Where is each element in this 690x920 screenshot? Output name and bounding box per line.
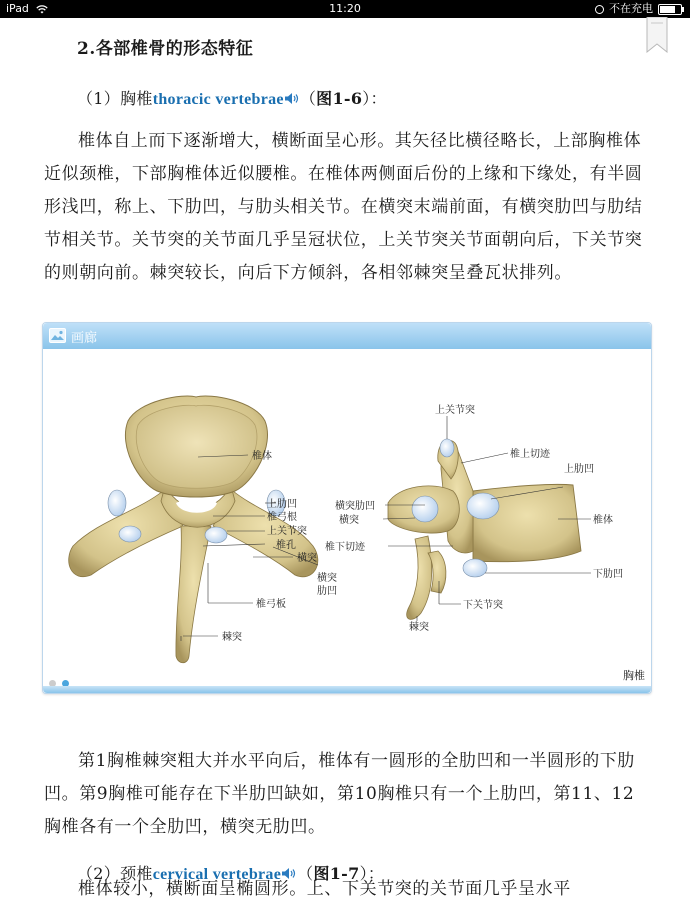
label-superior-costal-facet-lateral: 上肋凹 xyxy=(564,464,594,475)
rotation-lock-icon xyxy=(595,5,604,14)
gallery-title: 画廊 xyxy=(71,331,98,346)
label-inferior-costal-facet: 下肋凹 xyxy=(593,569,623,580)
label-transverse-process-lateral: 横突 xyxy=(339,515,359,526)
label-vertebral-body: 椎体 xyxy=(252,451,272,462)
label-transverse-costal-facet-1: 横突 xyxy=(317,573,337,584)
label-superior-costal-facet: 上肋凹 xyxy=(267,499,297,510)
label-superior-articular-process-lateral: 上关节突 xyxy=(435,405,475,416)
label-superior-articular-process: 上关节突 xyxy=(267,526,307,537)
subsection-heading-thoracic xyxy=(77,86,387,109)
paragraph-thoracic-description xyxy=(44,125,650,290)
gallery-caption: 胸椎 xyxy=(623,669,645,682)
label-transverse-costal-facet-2: 肋凹 xyxy=(317,586,337,597)
label-lamina: 椎弓板 xyxy=(256,599,286,610)
charging-status: 不在充电 xyxy=(609,2,653,15)
label-transverse-costal-facet-lateral: 横突肋凹 xyxy=(335,501,375,512)
label-vertebral-foramen: 椎孔 xyxy=(276,540,296,551)
status-bar xyxy=(0,0,690,18)
label-inferior-vertebral-notch: 椎下切迹 xyxy=(325,542,365,553)
gallery-footer xyxy=(43,686,651,693)
battery-icon xyxy=(658,4,682,15)
ref-open: （ xyxy=(297,864,314,883)
paragraph-text: 椎体自上而下逐渐增大，横断面呈心形。其矢径比横径略长，上部胸椎体近似颈椎，下部胸椎体近似腰椎。在椎体两侧面后份的上缘和下缘处，有半圆形浅凹，称上、下肋凹，与肋头相关节。在横突末端前面，有横突肋凹与肋结节相关节。关节突的关节面几乎呈冠状位，上关节突关节面朝向后，下关节突的则朝向前。棘突较长，向后下方倾斜，各相邻棘突呈叠瓦状排列。 xyxy=(44,131,643,283)
device-name: iPad xyxy=(6,2,29,15)
label-inferior-articular-process: 下关节突 xyxy=(463,600,503,611)
ref-open: （ xyxy=(299,89,317,108)
term-cervical-vertebrae[interactable]: cervical vertebrae xyxy=(152,866,282,883)
paragraph-text: 椎体较小，横断面呈椭圆形。上、下关节突的关节面几乎呈水平 xyxy=(78,879,571,899)
subsection-cn-title: 胸椎 xyxy=(120,89,153,108)
paragraph-cervical-description xyxy=(44,873,650,920)
subsection-number: （2） xyxy=(77,864,121,883)
term-thoracic-vertebrae[interactable]: thoracic vertebrae xyxy=(152,91,284,108)
status-time: 11:20 xyxy=(329,2,361,15)
subsection-cn-title: 颈椎 xyxy=(120,864,153,883)
speaker-icon[interactable] xyxy=(284,92,300,105)
paragraph-text: 第1胸椎棘突粗大并水平向后，椎体有一圆形的全肋凹和一半圆形的下肋凹。第9胸椎可能存在下半肋凹缺如，第10胸椎只有一个上肋凹，第11、12胸椎各有一个全肋凹，横突无肋凹。 xyxy=(44,751,636,837)
lateral-view xyxy=(388,439,581,619)
figure-reference-link[interactable]: 图1-6 xyxy=(316,89,363,108)
label-transverse-process: 横突 xyxy=(297,553,317,564)
label-vertebral-body-lateral: 椎体 xyxy=(593,515,613,526)
ref-close: ）： xyxy=(362,89,387,108)
gallery-header xyxy=(43,323,651,349)
label-spinous-process-lateral: 棘突 xyxy=(409,622,429,633)
gallery-icon xyxy=(49,328,66,343)
vertebra-figure[interactable] xyxy=(43,351,651,681)
ref-close: ）： xyxy=(359,864,385,883)
section-title: 2.各部椎骨的形态特征 xyxy=(77,39,254,59)
label-spinous-process: 棘突 xyxy=(222,632,242,643)
subsection-number: （1） xyxy=(77,89,121,108)
label-superior-vertebral-notch: 椎上切迹 xyxy=(510,449,550,460)
image-gallery[interactable] xyxy=(42,322,652,694)
thoracic-vertebra-illustration xyxy=(43,351,651,681)
status-right xyxy=(595,0,682,18)
bookmark-icon[interactable] xyxy=(646,17,668,53)
paragraph-thoracic-special xyxy=(44,745,650,844)
label-pedicle: 椎弓根 xyxy=(267,512,297,523)
figure-reference-link[interactable]: 图1-7 xyxy=(313,864,360,883)
